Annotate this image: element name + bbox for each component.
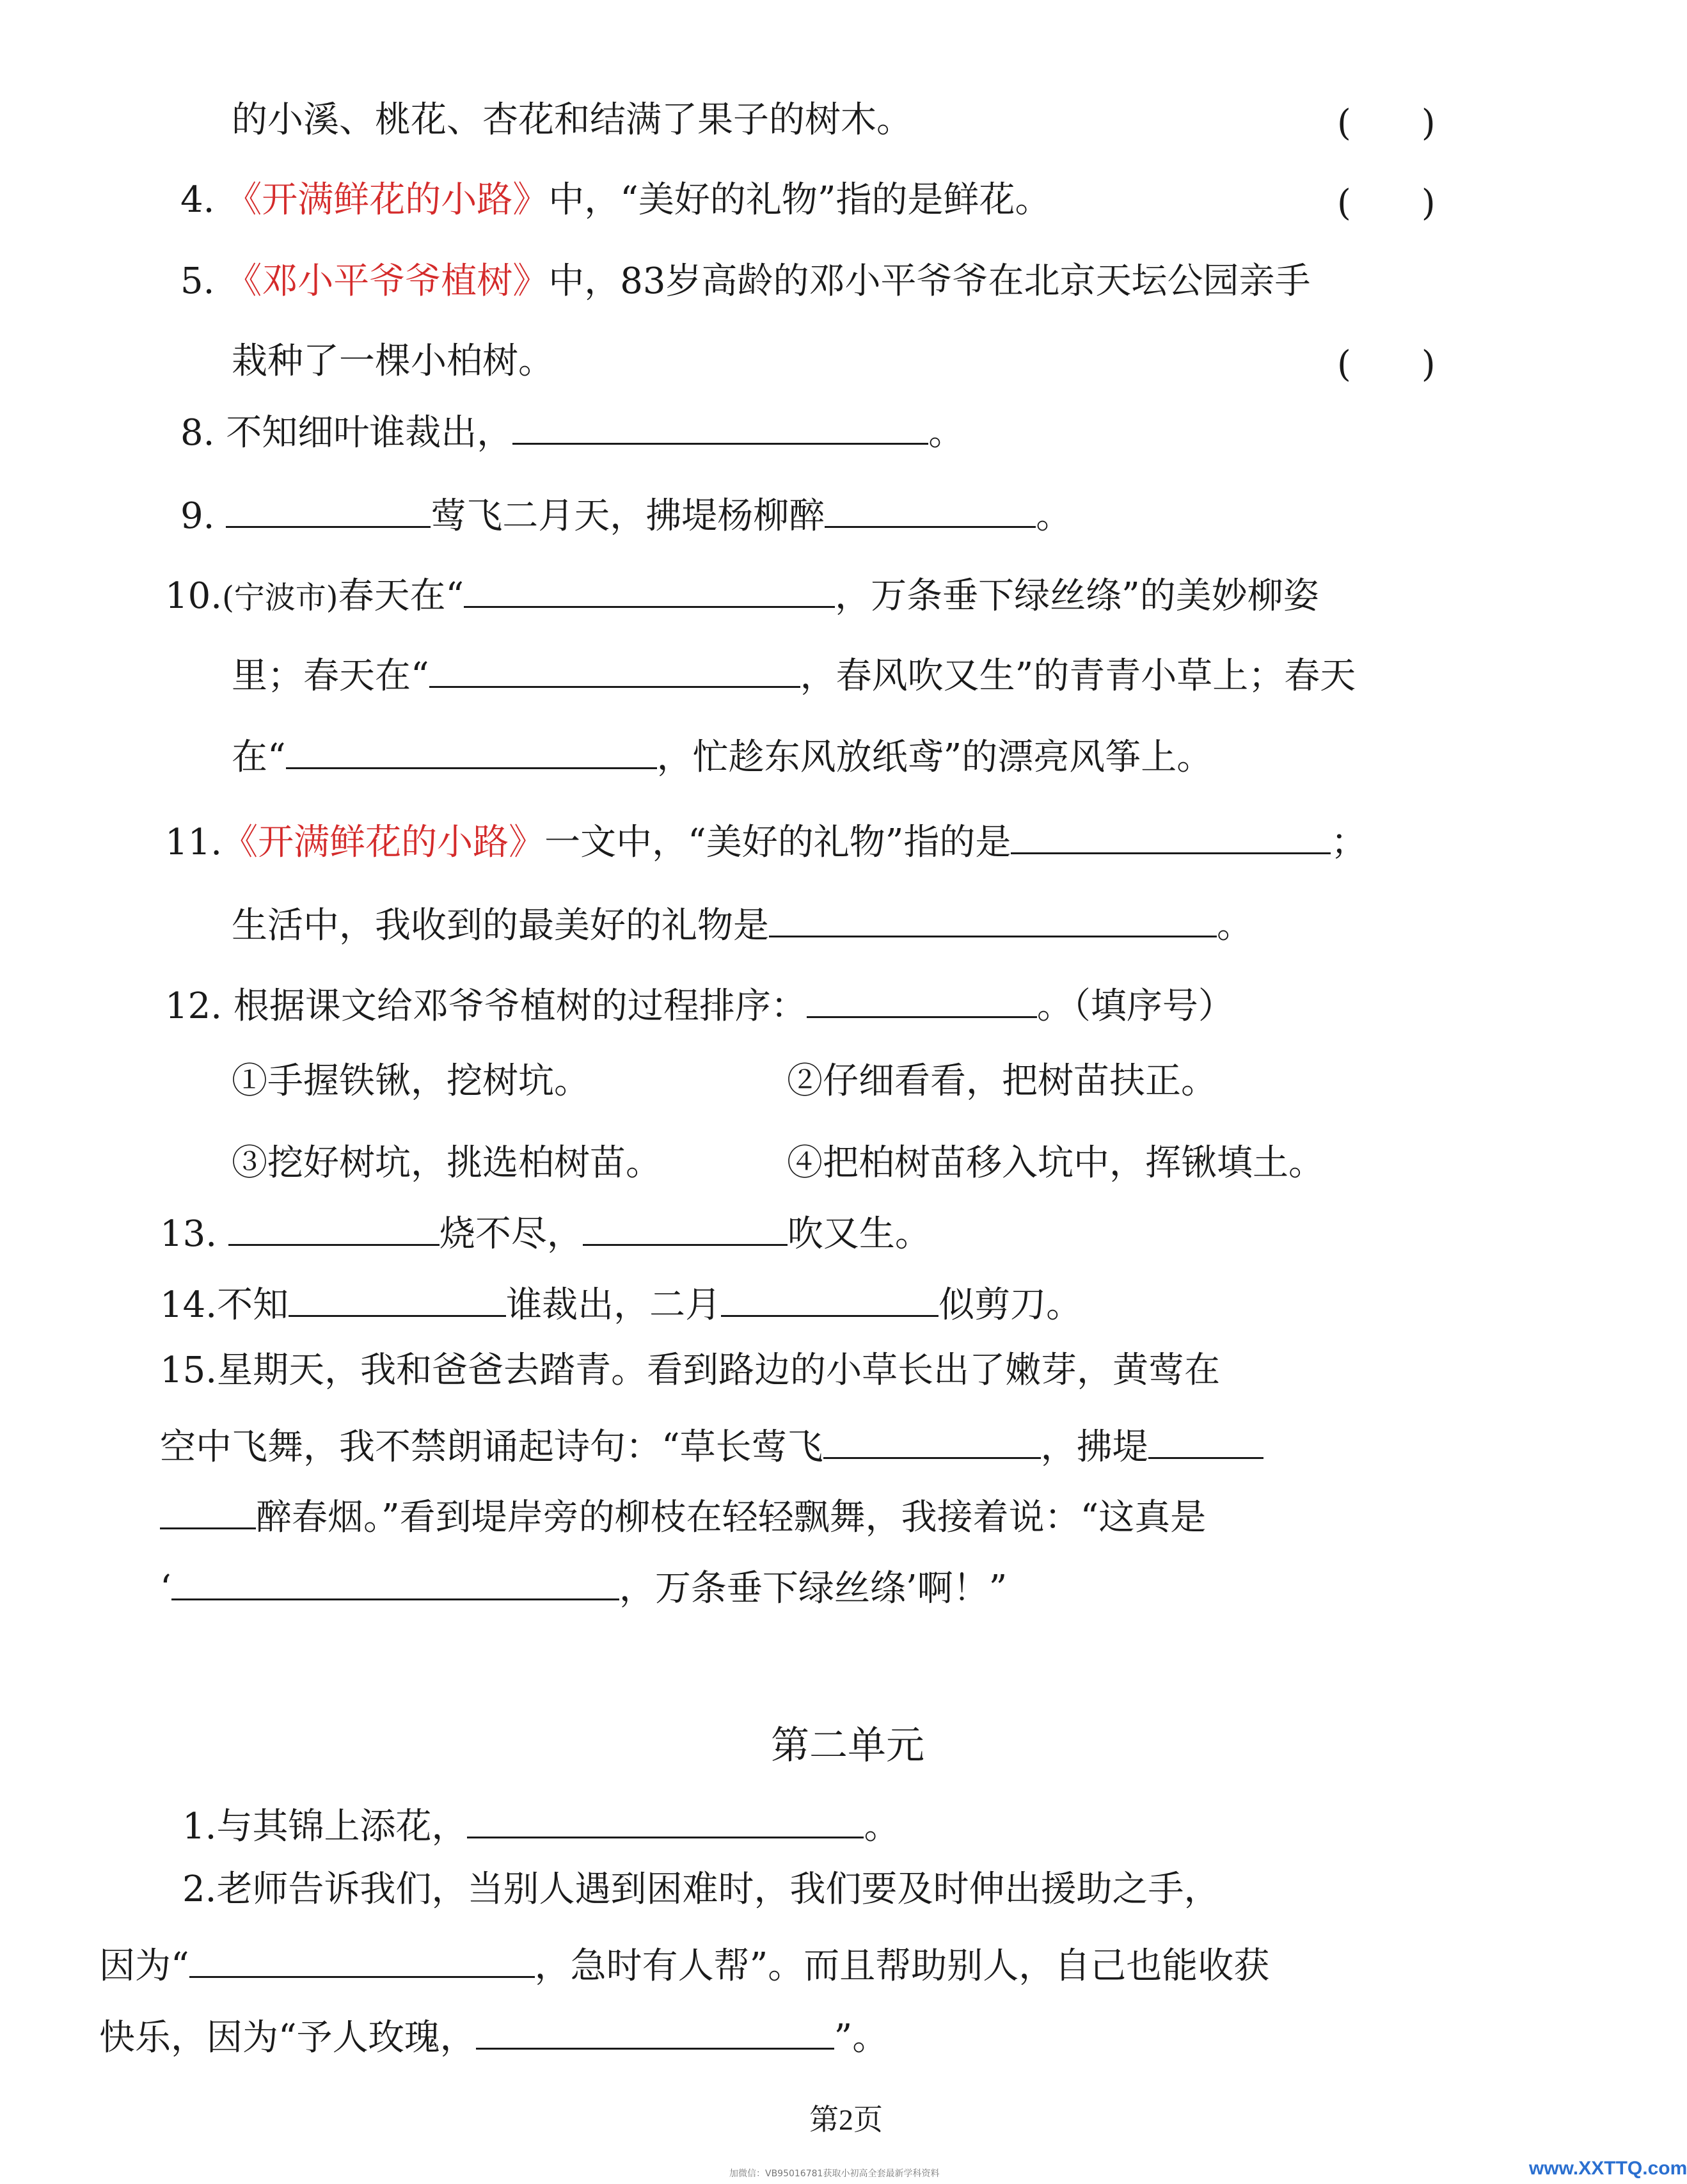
- q3-answer-paren[interactable]: ( ): [1337, 102, 1436, 144]
- q12-option-2: ②仔细看看，把树苗扶正。: [787, 1060, 1217, 1102]
- q3-line2: 的小溪、桃花、杏花和结满了果子的树木。: [232, 99, 912, 141]
- answer-blank[interactable]: [807, 983, 1037, 1018]
- lesson-title: 《开满鲜花的小路》: [222, 822, 545, 863]
- question-15: 15.星期天，我和爸爸去踏青。看到路边的小草长出了嫩芽，黄莺在: [160, 1350, 1221, 1391]
- answer-blank[interactable]: [583, 1211, 788, 1246]
- question-4: 4. 《开满鲜花的小路》中，“美好的礼物”指的是鲜花。: [180, 179, 1051, 221]
- answer-blank[interactable]: [171, 1565, 619, 1600]
- question-8: 8. 不知细叶谁裁出， 。: [180, 410, 964, 451]
- question-13: 13. 烧不尽， 吹又生。: [160, 1211, 931, 1252]
- q12-option-4: ④把柏树苗移入坑中，挥锹填土。: [787, 1142, 1324, 1184]
- q15-line4: ‘ ，万条垂下绿丝绦’啊！”: [160, 1565, 1007, 1607]
- q5-line2: 栽种了一棵小柏树。: [232, 340, 554, 382]
- answer-blank[interactable]: [476, 2014, 834, 2050]
- answer-blank[interactable]: [467, 1803, 864, 1838]
- q10-line2: 里；春天在“ ，春风吹又生”的青青小草上；春天: [232, 653, 1356, 694]
- question-14: 14.不知 谁裁出，二月 似剪刀。: [160, 1282, 1082, 1323]
- q10-line3: 在“ ，忙趁东风放纸鸢”的漂亮风筝上。: [232, 734, 1212, 776]
- question-5: 5. 《邓小平爷爷植树》中，83岁高龄的邓小平爷爷在北京天坛公园亲手: [180, 260, 1311, 302]
- answer-blank[interactable]: [429, 653, 800, 688]
- answer-blank[interactable]: [189, 1943, 535, 1978]
- unit2-question-2: 2.老师告诉我们，当别人遇到困难时，我们要及时伸出援助之手，: [182, 1869, 1220, 1910]
- answer-blank[interactable]: [512, 410, 928, 445]
- answer-blank[interactable]: [823, 1424, 1041, 1459]
- q12-option-1: ①手握铁锹，挖树坑。: [232, 1060, 590, 1102]
- unit2-q2-line2: 因为“ ，急时有人帮”。而且帮助别人，自己也能收获: [99, 1943, 1269, 1984]
- answer-blank[interactable]: [769, 902, 1217, 937]
- q11-line2: 生活中，我收到的最美好的礼物是 。: [232, 902, 1253, 944]
- lesson-title: 《邓小平爷爷植树》: [226, 260, 549, 302]
- question-10: 10.(宁波市)春天在“ ，万条垂下绿丝绦”的美妙柳姿: [165, 573, 1319, 614]
- answer-blank[interactable]: [289, 1282, 506, 1317]
- q15-line3: 醉春烟。”看到堤岸旁的柳枝在轻轻飘舞，我接着说：“这真是: [160, 1494, 1206, 1536]
- question-11: 11.《开满鲜花的小路》一文中，“美好的礼物”指的是 ；: [165, 819, 1366, 861]
- unit-title: 第二单元: [771, 1725, 924, 1767]
- q4-answer-paren[interactable]: ( ): [1337, 182, 1436, 224]
- q5-answer-paren[interactable]: ( ): [1337, 344, 1436, 385]
- site-logo: www.XXTTQ.com: [1529, 2158, 1687, 2179]
- q12-option-3: ③挖好树坑，挑选柏树苗。: [232, 1142, 661, 1184]
- question-12: 12. 根据课文给邓爷爷植树的过程排序： 。（填序号）: [165, 983, 1234, 1024]
- answer-blank[interactable]: [228, 1211, 440, 1246]
- answer-blank[interactable]: [1011, 819, 1331, 854]
- unit2-q2-line3: 快乐，因为“予人玫瑰， ”。: [99, 2014, 888, 2056]
- answer-blank[interactable]: [160, 1494, 256, 1529]
- lesson-title: 《开满鲜花的小路》: [226, 179, 549, 221]
- answer-blank[interactable]: [226, 493, 431, 528]
- footer-note: 加微信：VB95016781获取小初高全套最新学科资料: [729, 2169, 940, 2179]
- page-number: 第2页: [809, 2103, 883, 2136]
- question-9: 9. 莺飞二月天，拂堤杨柳醉 。: [180, 493, 1072, 534]
- answer-blank[interactable]: [286, 734, 657, 769]
- q15-line2: 空中飞舞，我不禁朗诵起诗句：“草长莺飞 ，拂堤: [160, 1424, 1263, 1465]
- answer-blank[interactable]: [721, 1282, 939, 1317]
- answer-blank[interactable]: [825, 493, 1036, 528]
- answer-blank[interactable]: [1148, 1424, 1263, 1459]
- answer-blank[interactable]: [464, 573, 835, 608]
- unit2-question-1: 1.与其锦上添花， 。: [182, 1803, 899, 1845]
